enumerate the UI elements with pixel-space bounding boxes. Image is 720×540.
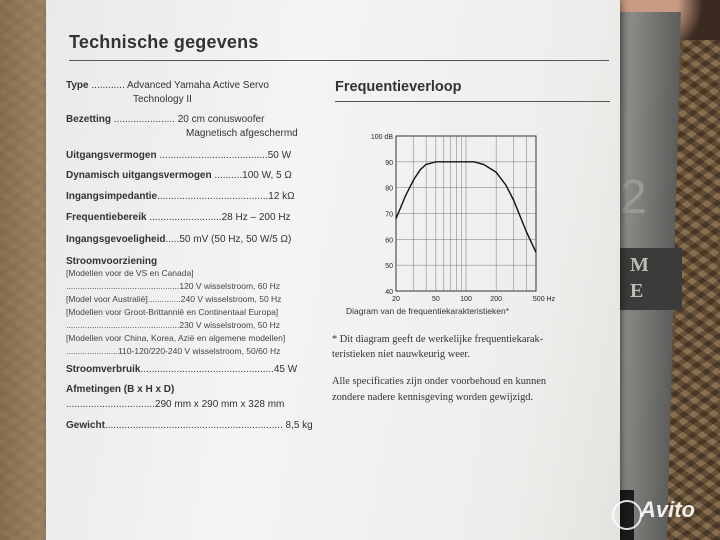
- y-tick-label: 100 dB: [370, 134, 393, 141]
- spec-dots: ................................................................: [104, 420, 286, 431]
- spec-stroom-3: [Modellen voor Groot-Brittannië en Continentaal Europa]: [66, 307, 279, 317]
- spec-value: Advanced Yamaha Active Servo: [126, 80, 269, 91]
- frequency-chart: [358, 128, 556, 320]
- x-tick-label: 50: [431, 296, 440, 303]
- watermark: Avito: [640, 497, 695, 522]
- spec-value: 100 W, 5 Ω: [242, 170, 292, 181]
- y-tick-label: 40: [385, 289, 393, 296]
- spec-stroom-4: [Modellen voor China, Korea, Azië en algemene modellen]: [66, 333, 286, 343]
- spec-value: 20 cm conuswoofer: [177, 114, 265, 125]
- y-tick-label: 60: [385, 237, 393, 245]
- spec-dots: .....: [165, 234, 180, 245]
- booklet-band: [612, 248, 682, 310]
- title-divider: [69, 60, 609, 61]
- watermark-icon: [612, 500, 642, 530]
- booklet-number: 2: [620, 171, 647, 224]
- spec-stroom-4-value: ......................110-120/220-240 V wisselstroom, 50/60 Hz: [66, 346, 281, 356]
- spec-label: Ingangsgevoeligheid: [66, 234, 166, 245]
- spec-label: Frequentiebereik: [66, 212, 147, 223]
- spec-label: Stroomverbruik: [66, 364, 141, 375]
- spec-stroomvoorziening: [66, 256, 157, 267]
- spec-stroom-1-value: ................................................120 V wisselstroom, 60 Hz: [66, 281, 280, 291]
- spec-type: [66, 80, 269, 91]
- spec-label: Afmetingen (B x H x D): [66, 384, 175, 395]
- booklet-glyph: M: [630, 254, 649, 276]
- disclaimer-line-1: Alle specificaties zijn onder voorbehoud en kunnen: [332, 376, 547, 387]
- spec-label: Type: [66, 80, 89, 91]
- spec-dots: ......................: [111, 114, 178, 125]
- spec-dots: ........................................: [157, 191, 269, 202]
- spec-bezetting-value-2: Magnetisch afgeschermd: [186, 128, 298, 139]
- spec-value: 50 W: [267, 150, 292, 161]
- disclaimer-line-2: zondere nadere kennisgeving worden gewijzigd.: [332, 392, 534, 403]
- y-tick-label: 70: [385, 211, 393, 219]
- spec-value: 8,5 kg: [285, 420, 313, 431]
- spec-afmetingen: [66, 384, 174, 395]
- spec-gevoeligheid: [66, 234, 291, 245]
- spec-impedantie: [66, 191, 295, 202]
- manual-page: [46, 0, 620, 540]
- spec-dots: ............: [88, 80, 127, 91]
- spec-gewicht: [66, 420, 313, 431]
- spec-value: 50 mV (50 Hz, 50 W/5 Ω): [179, 234, 292, 245]
- note-line-1: * Dit diagram geeft de werkelijke frequentiekarak-: [332, 334, 544, 345]
- page-title: Technische gegevens: [69, 32, 259, 52]
- x-tick-label: 200: [490, 296, 502, 303]
- spec-value: 45 W: [273, 364, 298, 375]
- spec-label: Uitgangsvermogen: [66, 150, 157, 161]
- spec-label: Dynamisch uitgangsvermogen: [66, 170, 212, 181]
- spec-label: Bezetting: [66, 114, 111, 125]
- booklet-glyph: E: [630, 280, 644, 302]
- frequency-response-title: Frequentieverloop: [335, 79, 462, 95]
- spec-bezetting: [66, 114, 264, 125]
- x-tick-label: 100: [460, 296, 472, 303]
- spec-afmetingen-value: ................................290 mm x 290 mm x 328 mm: [66, 399, 285, 410]
- spec-dots: ..........: [211, 170, 243, 181]
- spec-stroom-3-value: ................................................230 V wisselstroom, 50 Hz: [66, 320, 280, 330]
- spec-label: Stroomvoorziening: [66, 256, 158, 267]
- y-tick-label: 90: [385, 159, 393, 167]
- spec-uitgangsvermogen: [66, 150, 291, 161]
- spec-frequentiebereik: [66, 212, 291, 223]
- frequency-divider: [335, 101, 610, 102]
- note-line-2: teristieken niet nauwkeurig weer.: [332, 349, 470, 360]
- y-tick-label: 50: [385, 263, 393, 271]
- x-tick-label: 20: [392, 296, 400, 303]
- x-tick-label: 500 Hz: [532, 296, 556, 303]
- spec-stroom-2: [Model voor Australië]..............240 V wisselstroom, 50 Hz: [66, 294, 282, 304]
- spec-stroomverbruik: [66, 364, 297, 375]
- spec-label: Ingangsimpedantie: [66, 191, 158, 202]
- spec-dots: ..........................: [146, 212, 222, 223]
- y-tick-label: 80: [385, 185, 393, 193]
- spec-type-value-2: Technology II: [133, 94, 192, 105]
- spec-dynamisch: [66, 170, 292, 181]
- spec-value: 12 kΩ: [268, 191, 295, 202]
- chart-caption: Diagram van de frequentiekarakteristieken*: [346, 306, 510, 316]
- spec-value: 28 Hz – 200 Hz: [221, 212, 291, 223]
- spec-stroom-1: [Modellen voor de VS en Canada]: [66, 268, 194, 278]
- spec-label: Gewicht: [66, 420, 105, 431]
- spec-dots: ................................................: [140, 364, 274, 375]
- spec-dots: .......................................: [156, 150, 268, 161]
